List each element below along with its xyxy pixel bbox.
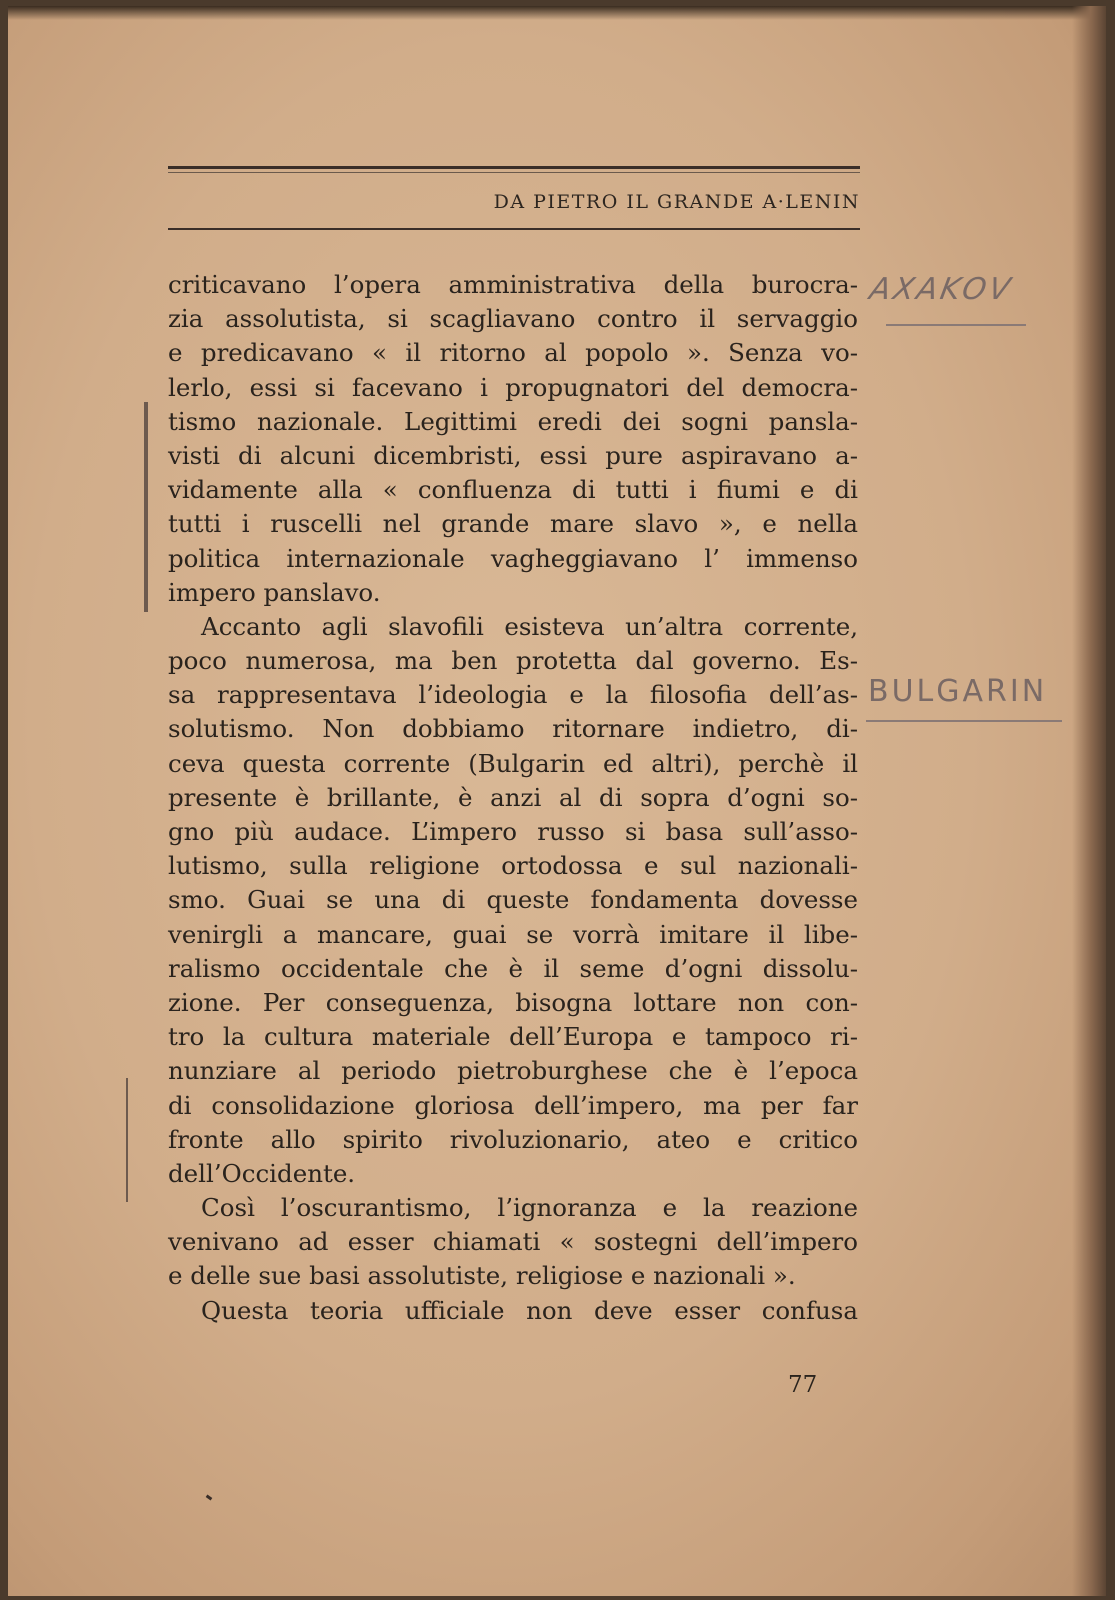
text-line: ceva questa corrente (Bulgarin ed altri), perchè il bbox=[168, 748, 858, 778]
text-line: venirgli a mancare, guai se vorrà imitare il libe- bbox=[168, 919, 858, 949]
text-line: solutismo. Non dobbiamo ritornare indietro, di- bbox=[168, 714, 858, 744]
text-line: di consolidazione gloriosa dell’impero, ma per far bbox=[168, 1090, 858, 1120]
margin-note-underline bbox=[866, 720, 1062, 722]
text-line: nunziare al periodo pietroburghese che è l’epoca bbox=[168, 1056, 858, 1086]
margin-pencil-mark bbox=[144, 402, 148, 612]
header-rule-top bbox=[168, 166, 860, 169]
text-line: presente è brillante, è anzi al di sopra d’ogni so- bbox=[168, 782, 858, 812]
text-line: tismo nazionale. Legittimi eredi dei sogni pansla- bbox=[168, 406, 858, 436]
margin-note-bulgarin: BULGARIN bbox=[868, 674, 1048, 709]
text-line: Così l’oscurantismo, l’ignoranza e la reazione bbox=[201, 1193, 858, 1223]
header-rule-bottom bbox=[168, 228, 860, 230]
text-line: Accanto agli slavofili esisteva un’altra corrente, bbox=[201, 611, 858, 641]
header-rule-top-thin bbox=[168, 172, 860, 173]
text-line: e predicavano « il ritorno al popolo ». Senza vo- bbox=[168, 338, 858, 368]
text-line: e delle sue basi assolutiste, religiose e nazionali ». bbox=[168, 1261, 796, 1291]
text-line: smo. Guai se una di queste fondamenta dovesse bbox=[168, 885, 858, 915]
text-line: fronte allo spirito rivoluzionario, ateo e critico bbox=[168, 1124, 858, 1154]
ink-speck bbox=[206, 1495, 213, 1501]
text-line: Questa teoria ufficiale non deve esser confusa bbox=[201, 1295, 858, 1325]
text-line: impero panslavo. bbox=[168, 577, 381, 607]
text-line: poco numerosa, ma ben protetta dal governo. Es- bbox=[168, 646, 858, 676]
margin-note-axakov: AXAKOV bbox=[866, 272, 1016, 307]
text-line: criticavano l’opera amministrativa della burocra- bbox=[168, 270, 858, 299]
text-line: dell’Occidente. bbox=[168, 1158, 356, 1188]
margin-pencil-mark bbox=[126, 1078, 128, 1202]
text-line: politica internazionale vagheggiavano l’ immenso bbox=[168, 543, 858, 573]
text-line: tro la cultura materiale dell’Europa e tampoco ri- bbox=[168, 1022, 858, 1052]
text-line: vidamente alla « confluenza di tutti i fiumi e di bbox=[168, 475, 858, 505]
book-page bbox=[8, 6, 1106, 1596]
text-line: visti di alcuni dicembristi, essi pure aspiravano a- bbox=[168, 440, 858, 470]
text-line: lerlo, essi si facevano i propugnatori del democra- bbox=[168, 372, 858, 402]
text-line: tutti i ruscelli nel grande mare slavo », e nella bbox=[168, 509, 858, 539]
running-header: DA PIETRO IL GRANDE A·LENIN bbox=[493, 191, 860, 213]
text-line: venivano ad esser chiamati « sostegni dell’impero bbox=[168, 1227, 858, 1257]
text-line: ralismo occidentale che è il seme d’ogni dissolu- bbox=[168, 953, 858, 983]
text-line: zione. Per conseguenza, bisogna lottare non con- bbox=[168, 987, 858, 1017]
text-line: zia assolutista, si scagliavano contro il servaggio bbox=[168, 304, 858, 334]
page-number: 77 bbox=[788, 1372, 818, 1398]
text-line: lutismo, sulla religione ortodossa e sul nazionali- bbox=[168, 851, 858, 881]
body-text bbox=[168, 268, 858, 1328]
margin-note-underline bbox=[886, 324, 1026, 326]
text-line: gno più audace. L’impero russo si basa sull’asso- bbox=[168, 817, 858, 846]
text-line: sa rappresentava l’ideologia e la filosofia dell’as- bbox=[168, 680, 858, 710]
